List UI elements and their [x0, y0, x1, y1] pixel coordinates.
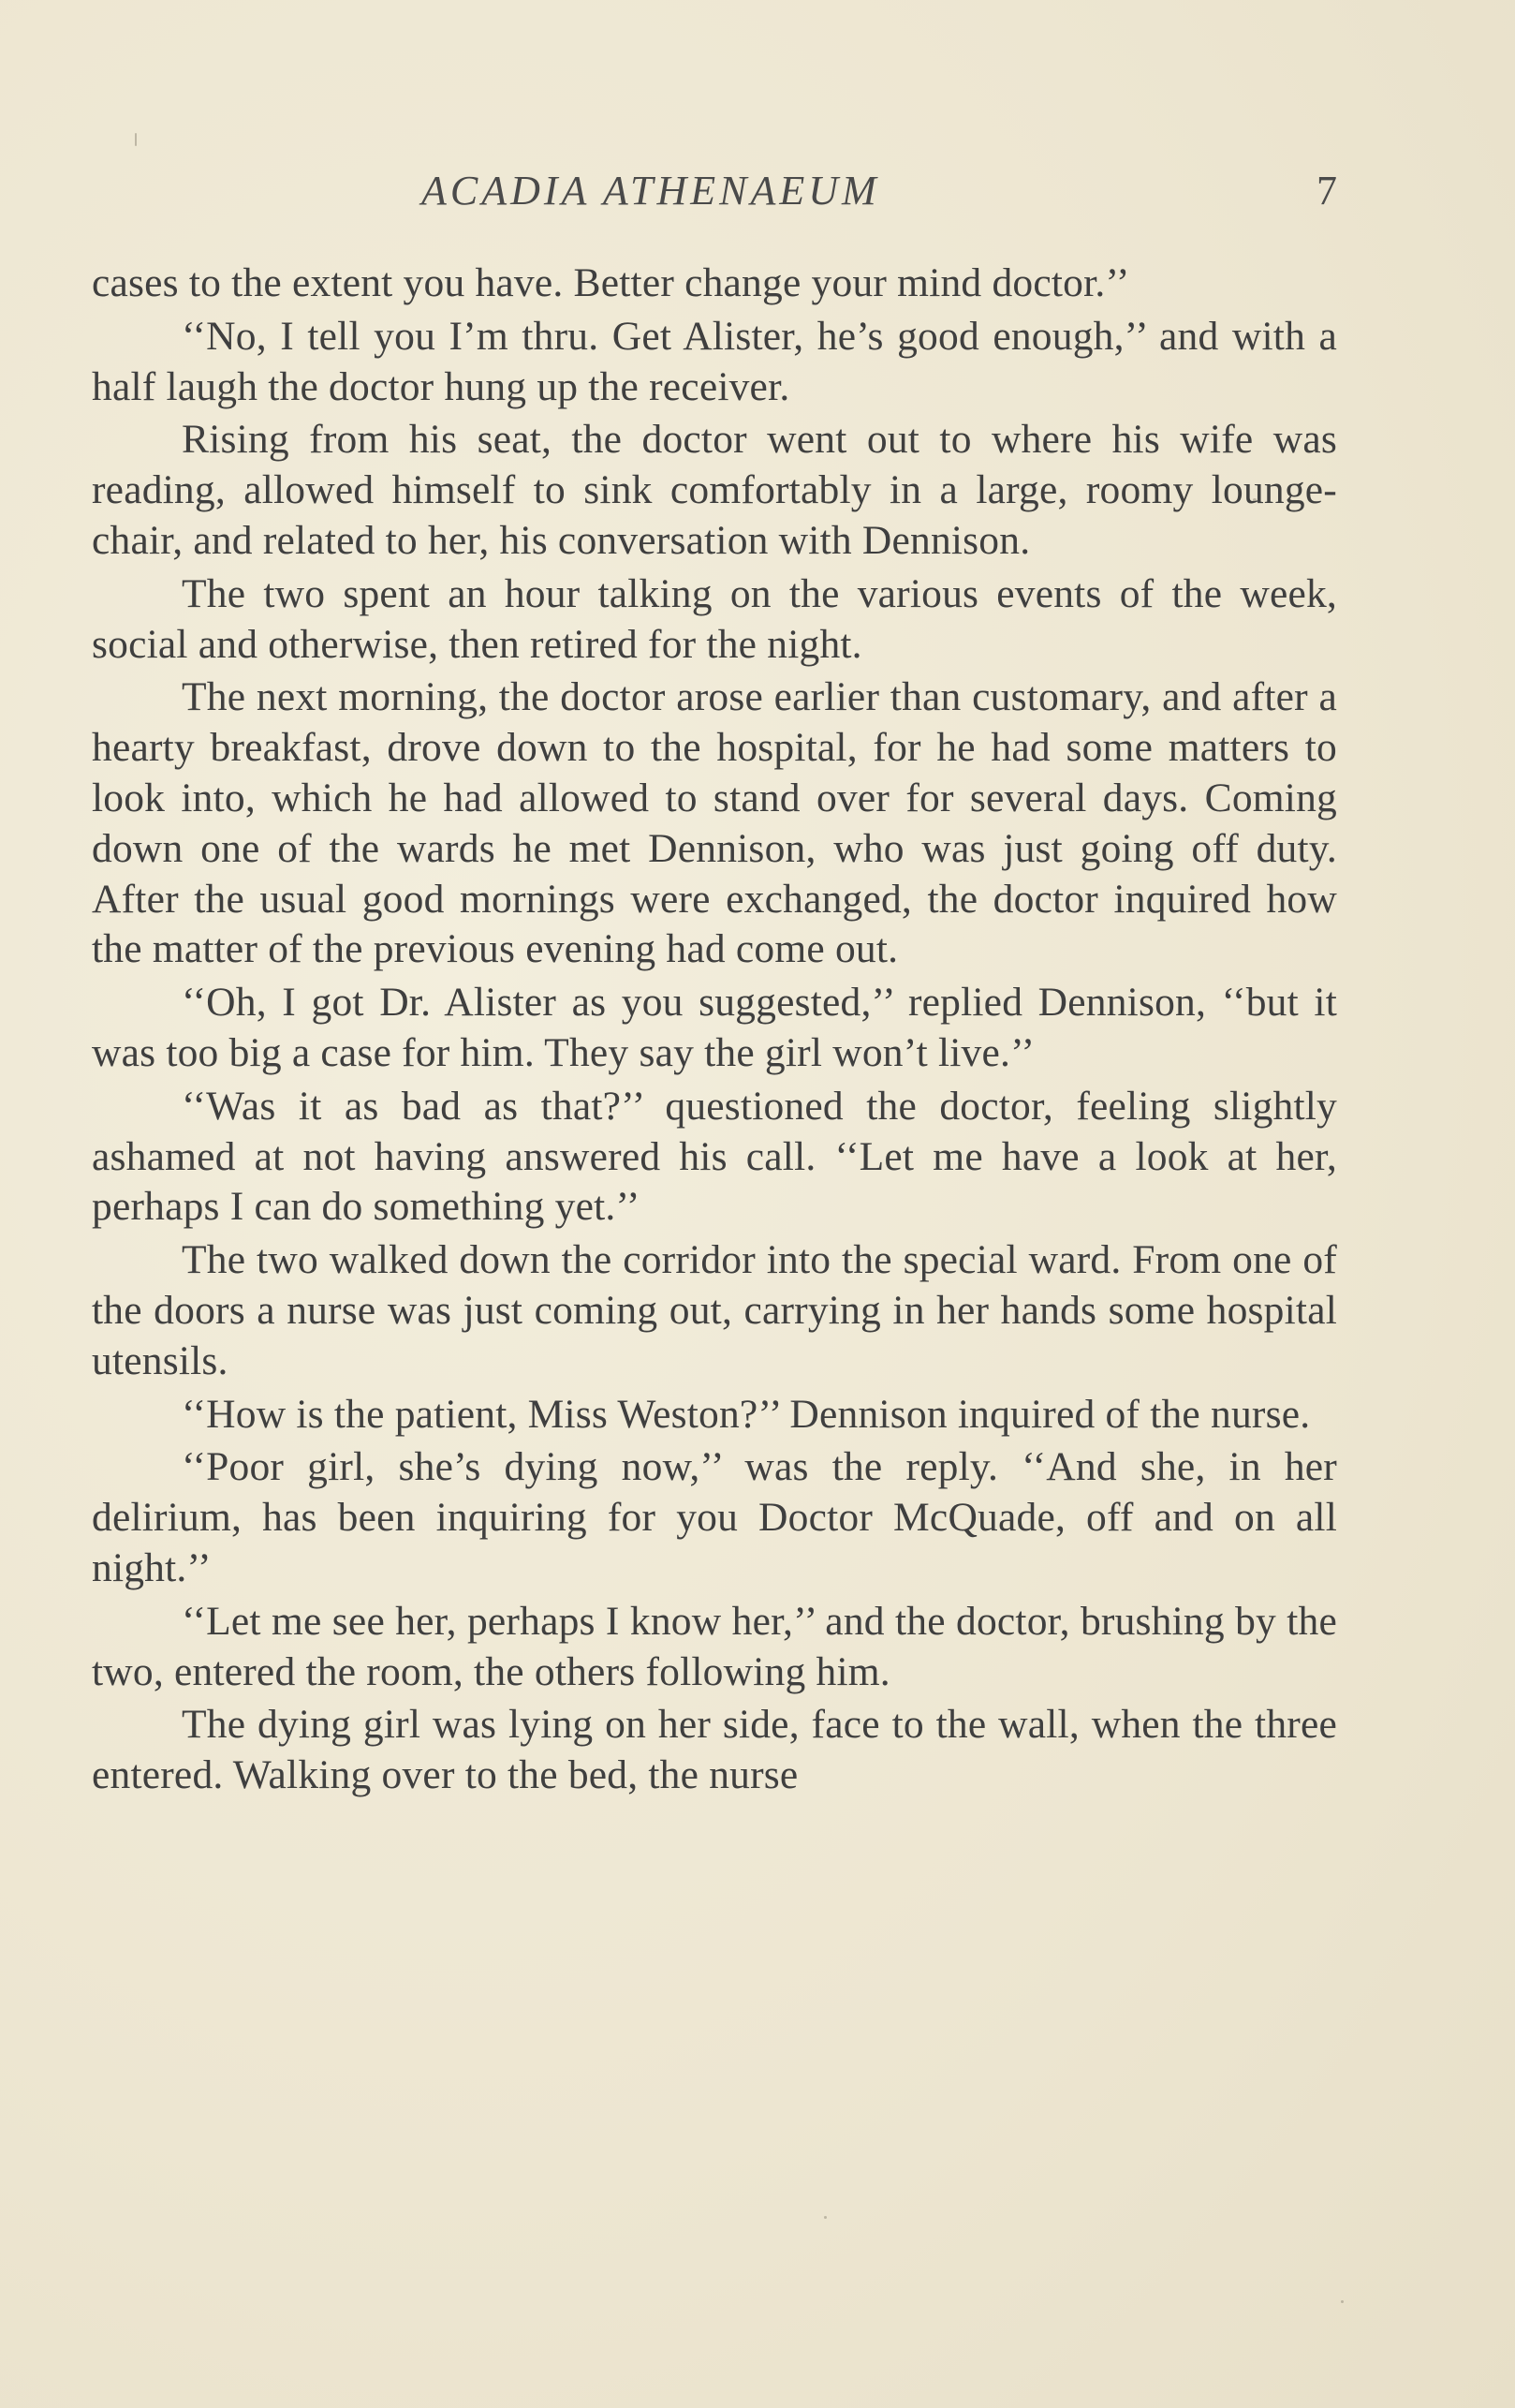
paragraph: ‘‘No, I tell you I’m thru. Get Alister, he’s good enough,’’ and with a half laugh the doctor hung up the receiver. — [92, 313, 1337, 409]
paragraph: The next morning, the doctor arose earlier than customary, and after a hearty breakfast, drove down to the hospital, for he had some matters to look into, which he had allowed to stand over for several days. Coming down one of the wards he met Dennison, who was just going off duty. After the usual good mornings were exchanged, the doctor inquired how the matter of the previous evening had come out. — [92, 674, 1337, 972]
running-header — [92, 167, 1337, 223]
paper-speck — [135, 133, 137, 146]
paper-speck — [824, 2216, 827, 2219]
paragraph: ‘‘Poor girl, she’s dying now,’’ was the reply. ‘‘And she, in her delirium, has been inquiring for you Doctor McQuade, off and on all night.’’ — [92, 1444, 1337, 1590]
article-body — [92, 259, 1337, 1804]
paragraph: cases to the extent you have. Better change your mind doctor.’’ — [92, 260, 1130, 305]
paragraph: ‘‘Was it as bad as that?’’ questioned the doctor, feeling slightly ashamed at not having answered his call. ‘‘Let me have a look at her, perhaps I can do something yet.’’ — [92, 1083, 1337, 1230]
journal-title: ACADIA ATHENAEUM — [421, 168, 880, 214]
paragraph: ‘‘How is the patient, Miss Weston?’’ Dennison inquired of the nurse. — [182, 1391, 1311, 1437]
page-number: 7 — [1316, 168, 1337, 214]
paragraph: The dying girl was lying on her side, face to the wall, when the three entered. Walking over to the bed, the nurse — [92, 1702, 1337, 1798]
paragraph: The two walked down the corridor into the special ward. From one of the doors a nurse was just coming out, carrying in her hands some hospital utensils. — [92, 1237, 1337, 1383]
paragraph: ‘‘Let me see her, perhaps I know her,’’ and the doctor, brushing by the two, entered the room, the others following him. — [92, 1598, 1337, 1694]
paragraph: ‘‘Oh, I got Dr. Alister as you suggested,’’ replied Dennison, ‘‘but it was too big a case for him. They say the girl won’t live.’’ — [92, 980, 1337, 1075]
paragraph: Rising from his seat, the doctor went out to where his wife was reading, allowed himself to sink comfortably in a large, roomy lounge-chair, and related to her, his conversation with Dennison. — [92, 417, 1337, 563]
paper-speck — [1341, 2300, 1344, 2303]
paragraph: The two spent an hour talking on the various events of the week, social and otherwise, then retired for the night. — [92, 570, 1337, 667]
